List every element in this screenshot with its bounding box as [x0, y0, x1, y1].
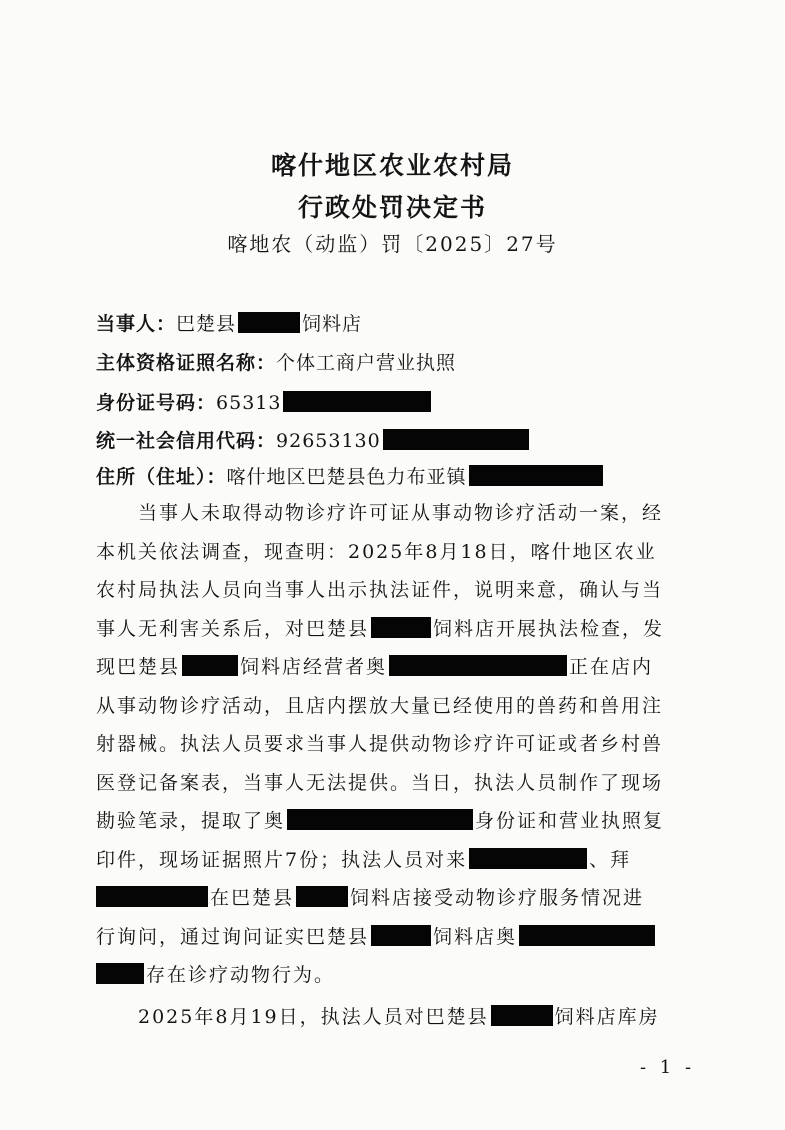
body-text: 事人无利害关系后，对巴楚县 [96, 617, 370, 640]
body-text: 存在诊疗动物行为。 [146, 964, 336, 986]
body-line: 当事人未取得动物诊疗许可证从事动物诊疗活动一案，经 [138, 502, 664, 524]
party-value-prefix: 巴楚县 [176, 313, 237, 335]
body-line [96, 918, 696, 957]
body-text: 行询问，通过询问证实巴楚县 [96, 925, 370, 948]
body-text: 勘验笔录，提取了奥 [96, 810, 286, 832]
credit-code-value: 92653130 [276, 430, 381, 452]
party-field [96, 309, 362, 336]
body-text: 饲料店库房 [554, 1006, 660, 1028]
body-line [96, 879, 696, 918]
redaction-bar [469, 465, 603, 486]
body-text: 饲料店开展执法检查，发 [433, 617, 665, 640]
party-value-suffix: 饲料店 [302, 313, 363, 335]
redaction-bar [182, 655, 238, 676]
credit-code-field [96, 426, 531, 453]
redaction-bar [96, 963, 144, 984]
document-title-line1: 喀什地区农业农村局 [270, 151, 514, 180]
redaction-bar [371, 925, 431, 946]
credit-code-label: 统一社会信用代码： [96, 430, 277, 452]
body-line: 医登记备案表，当事人无法提供。当日，执法人员制作了现场 [96, 771, 664, 794]
body-text: 2025年8月19日，执法人员对巴楚县 [138, 1006, 489, 1028]
cert-label: 主体资格证照名称： [96, 352, 277, 374]
redaction-bar [389, 655, 567, 676]
body-text: 在巴楚县 [210, 887, 295, 909]
redaction-bar [283, 391, 431, 412]
body-paragraph-1 [96, 494, 696, 995]
redaction-bar [383, 429, 529, 450]
address-label: 住所（住址）： [96, 466, 227, 488]
id-field [96, 388, 433, 415]
body-text: 饲料店经营者奥 [240, 656, 388, 678]
page-number: - 1 - [640, 1057, 696, 1078]
id-value: 65313 [216, 392, 282, 414]
body-line: 射器械。执法人员要求当事人提供动物诊疗许可证或者乡村兽 [96, 733, 664, 755]
cert-value: 个体工商户营业执照 [276, 352, 457, 374]
body-line [96, 841, 696, 880]
body-line [96, 802, 696, 841]
body-line: 从事动物诊疗活动，且店内摆放大量已经使用的兽药和兽用注 [96, 694, 664, 717]
cert-field [96, 348, 456, 375]
body-text: 身份证和营业执照复 [475, 810, 665, 832]
redaction-bar [287, 809, 473, 830]
redaction-bar [238, 312, 300, 333]
redaction-bar [519, 925, 655, 946]
body-text: 印件，现场证据照片7份；执法人员对来 [96, 848, 468, 871]
body-text: 、拜 [589, 848, 632, 871]
body-text: 饲料店接受动物诊疗服务情况进 [350, 887, 645, 909]
address-value: 喀什地区巴楚县色力布亚镇 [226, 466, 467, 488]
redaction-bar [96, 886, 208, 907]
document-title-line2: 行政处罚决定书 [297, 193, 487, 222]
body-paragraph-2 [96, 998, 696, 1037]
body-text: 现巴楚县 [96, 656, 181, 678]
redaction-bar [371, 617, 431, 638]
body-line: 农村局执法人员向当事人出示执法证件，说明来意，确认与当 [96, 579, 664, 601]
body-line [96, 648, 696, 687]
body-line [96, 610, 696, 649]
redaction-bar [491, 1005, 553, 1026]
body-text: 正在店内 [569, 656, 654, 678]
document-number: 喀地农（动监）罚〔2025〕27号 [227, 232, 558, 256]
body-line: 本机关依法调查，现查明：2025年8月18日，喀什地区农业 [96, 540, 657, 563]
body-line [96, 956, 696, 995]
address-field [96, 462, 605, 489]
id-label: 身份证号码： [96, 392, 217, 414]
redaction-bar [296, 886, 348, 907]
body-line [96, 998, 696, 1037]
body-text: 饲料店奥 [433, 925, 518, 948]
party-label: 当事人： [96, 313, 177, 335]
redaction-bar [469, 848, 587, 869]
